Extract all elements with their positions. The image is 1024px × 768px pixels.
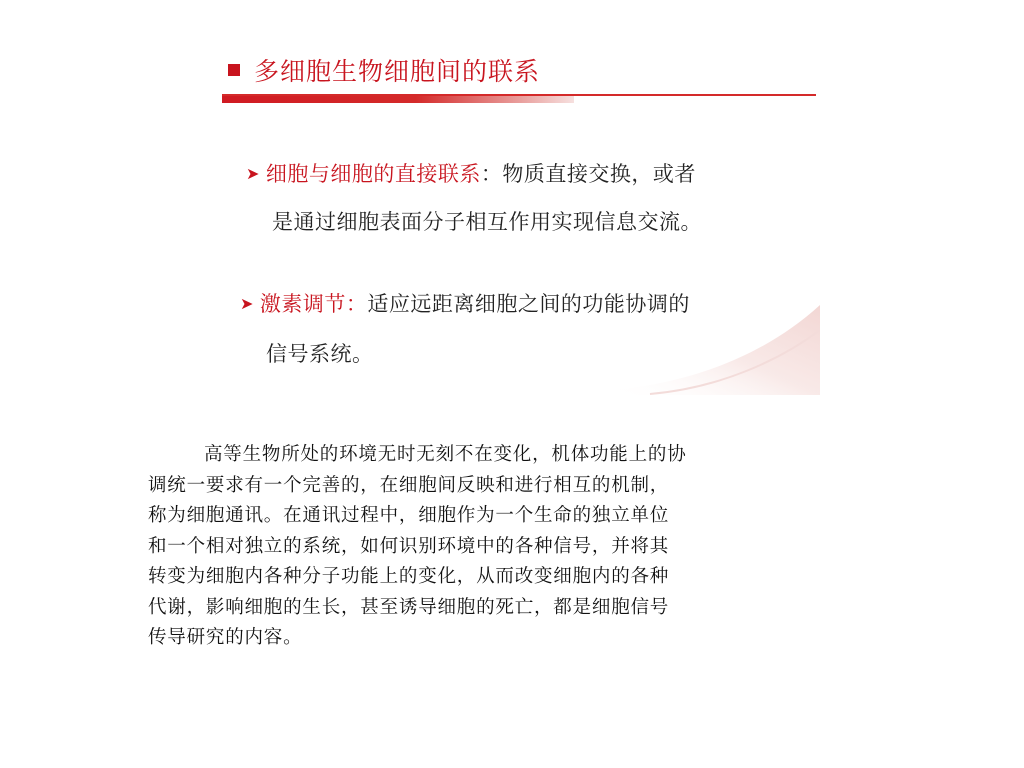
- point-label: 激素调节: [259, 292, 346, 316]
- arrow-bullet-icon: ➤: [246, 164, 260, 183]
- paragraph-line: 转变为细胞内各种分子功能上的变化，从而改变细胞内的各种: [148, 566, 670, 587]
- point-text: 物质直接交换，或者: [502, 162, 696, 186]
- bullet-point-2-line-1: [240, 280, 690, 330]
- point-colon: ：: [480, 162, 503, 186]
- paragraph-line: 高等生物所处的环境无时无刻不在变化，机体功能上的协: [204, 444, 687, 465]
- slide-title: [228, 52, 540, 88]
- point-colon: ：: [345, 292, 368, 316]
- title-underline-line: [222, 94, 816, 96]
- point-text: 适应远距离细胞之间的功能协调的: [367, 292, 690, 316]
- paragraph-line: 传导研究的内容。: [148, 627, 303, 648]
- square-bullet-icon: [228, 64, 240, 76]
- arrow-bullet-icon: ➤: [240, 294, 254, 313]
- paragraph-line: 代谢，影响细胞的生长，甚至诱导细胞的死亡，都是细胞信号: [148, 596, 670, 618]
- bullet-point-1-line-1: [246, 150, 696, 200]
- bullet-point-1-line-2: 是通过细胞表面分子相互作用实现信息交流。: [272, 210, 702, 234]
- bullet-point-2-line-2: 信号系统。: [266, 342, 374, 366]
- paragraph-line: 称为细胞通讯。在通讯过程中，细胞作为一个生命的独立单位: [148, 505, 670, 526]
- point-label: 细胞与细胞的直接联系: [265, 162, 481, 186]
- body-paragraph: [148, 440, 848, 654]
- paragraph-line: 和一个相对独立的系统，如何识别环境中的各种信号，并将其: [148, 535, 670, 557]
- title-text: 多细胞生物细胞间的联系: [254, 57, 541, 86]
- paragraph-line: 调统一要求有一个完善的，在细胞间反映和进行相互的机制，: [148, 474, 670, 496]
